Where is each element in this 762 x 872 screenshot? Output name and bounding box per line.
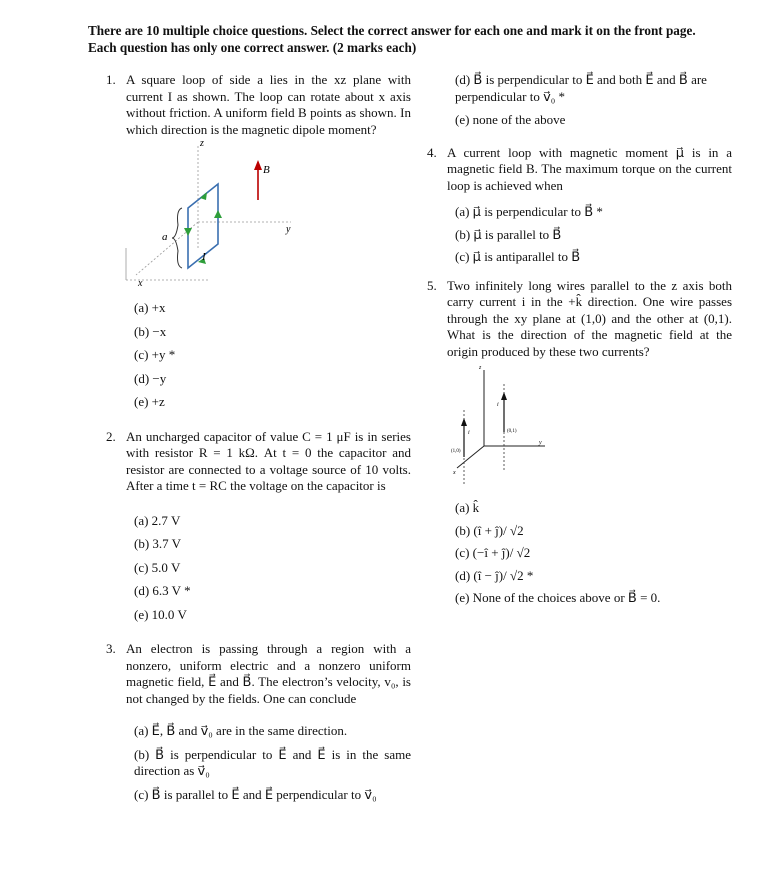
question-number: 3. bbox=[106, 641, 116, 656]
question-text: An uncharged capacitor of value C = 1 μF is in series with resistor R = 1 kΩ. At t = 0 the capacitor and resistor are connected to a voltage source of 10 volts. After a time t = RC the voltage on the capacitor is bbox=[126, 428, 411, 493]
option-c[interactable]: (c) 5.0 V bbox=[134, 559, 181, 575]
option-b[interactable]: (b) B⃗ is perpendicular to E⃗ and E⃗ is in the same direction as v⃗₀ bbox=[134, 746, 411, 778]
current-i-label-2: i bbox=[497, 402, 499, 408]
point-1-0-label: (1,0) bbox=[451, 449, 461, 454]
option-b[interactable]: (b) μ⃗ is parallel to B⃗ bbox=[455, 226, 562, 242]
option-b[interactable]: (b) (î + ĵ)/ √2 bbox=[455, 522, 524, 538]
instructions-header bbox=[88, 22, 738, 56]
option-a[interactable]: (a) +x bbox=[134, 300, 166, 315]
question-text: A current loop with magnetic moment μ⃗ is in a magnetic field B. The maximum torque on the current loop is achieved when bbox=[447, 144, 732, 193]
option-a[interactable]: (a) 2.7 V bbox=[134, 512, 181, 528]
question-text: Two infinitely long wires parallel to the z axis both carry current i in the +k̂ direction. One wire passes through the xy plane at (1,0) and the other at (0,1). What is the direction of the magnetic field at the origin produced by these two currents? bbox=[447, 277, 732, 359]
z-axis-label: z bbox=[479, 365, 482, 371]
option-e[interactable]: (e) +z bbox=[134, 394, 165, 409]
answer-options bbox=[455, 500, 732, 607]
option-c[interactable]: (c) (−î + ĵ)/ √2 bbox=[455, 545, 531, 560]
y-axis-label: y bbox=[539, 440, 542, 446]
y-axis-label: y bbox=[286, 224, 291, 235]
question-text: An electron is passing through a region with a nonzero, uniform electric and a nonzero uniform magnetic field, E⃗ and B⃗. The electron’s velocity, v₀, is not changed by the fields. One can conclude bbox=[126, 641, 411, 706]
x-axis-label: x bbox=[453, 470, 456, 476]
question-3 bbox=[106, 641, 411, 803]
x-axis-label: x bbox=[138, 278, 143, 289]
option-e[interactable]: (e) none of the above bbox=[455, 112, 566, 127]
point-0-1-label: (0,1) bbox=[507, 429, 517, 434]
question-5 bbox=[427, 278, 732, 607]
option-c[interactable]: (c) μ⃗ is antiparallel to B⃗ bbox=[455, 249, 581, 264]
left-column bbox=[106, 72, 411, 803]
current-i-label-1: i bbox=[468, 430, 470, 436]
option-c[interactable]: (c) B⃗ is parallel to E⃗ and E⃗ perpendicular to v⃗₀ bbox=[134, 786, 377, 802]
option-e[interactable]: (e) None of the choices above or B⃗ = 0. bbox=[455, 590, 661, 605]
option-a[interactable]: (a) μ⃗ is perpendicular to B⃗ * bbox=[455, 204, 603, 219]
option-a[interactable]: (a) k̂ bbox=[455, 500, 480, 515]
option-d[interactable]: (d) −y bbox=[134, 370, 167, 386]
option-b[interactable]: (b) −x bbox=[134, 323, 167, 339]
option-e[interactable]: (e) 10.0 V bbox=[134, 606, 187, 622]
answer-options bbox=[134, 300, 411, 411]
answer-options bbox=[134, 513, 411, 624]
option-a[interactable]: (a) E⃗, B⃗ and v⃗₀ are in the same direction. bbox=[134, 723, 348, 738]
option-d[interactable]: (d) B⃗ is perpendicular to E⃗ and both E⃗ and B⃗ are perpendicular to v⃗₀ * bbox=[455, 72, 707, 104]
question-2 bbox=[106, 429, 411, 624]
option-d[interactable]: (d) (î − ĵ)/ √2 * bbox=[455, 567, 534, 583]
current-I-label: I bbox=[202, 251, 206, 263]
instructions-line-2: Each question has only one correct answer. (2 marks each) bbox=[88, 40, 417, 55]
question-3-continued-options bbox=[455, 72, 732, 129]
question-text: A square loop of side a lies in the xz plane with current I as shown. The loop can rotate about x axis without friction. A uniform field B points as shown. In which direction is the magnetic dipole moment? bbox=[126, 72, 411, 137]
option-b[interactable]: (b) 3.7 V bbox=[134, 536, 182, 551]
question-1 bbox=[106, 72, 411, 411]
question-number: 2. bbox=[106, 428, 116, 444]
answer-options bbox=[455, 204, 732, 266]
question-4 bbox=[427, 145, 732, 266]
instructions-line-1: There are 10 multiple choice questions. Select the correct answer for each one and mark it on the front page. bbox=[88, 23, 696, 38]
loop-diagram bbox=[106, 140, 406, 290]
option-c[interactable]: (c) +y * bbox=[134, 347, 176, 362]
question-number: 1. bbox=[106, 72, 116, 87]
question-number: 4. bbox=[427, 144, 437, 160]
question-number: 5. bbox=[427, 277, 437, 293]
option-d[interactable]: (d) 6.3 V * bbox=[134, 583, 191, 598]
wires-diagram bbox=[427, 362, 727, 492]
z-axis-label: z bbox=[200, 140, 204, 149]
side-a-label: a bbox=[162, 231, 168, 243]
b-field-label: B bbox=[263, 164, 270, 176]
right-column bbox=[427, 72, 732, 607]
answer-options bbox=[134, 723, 411, 803]
